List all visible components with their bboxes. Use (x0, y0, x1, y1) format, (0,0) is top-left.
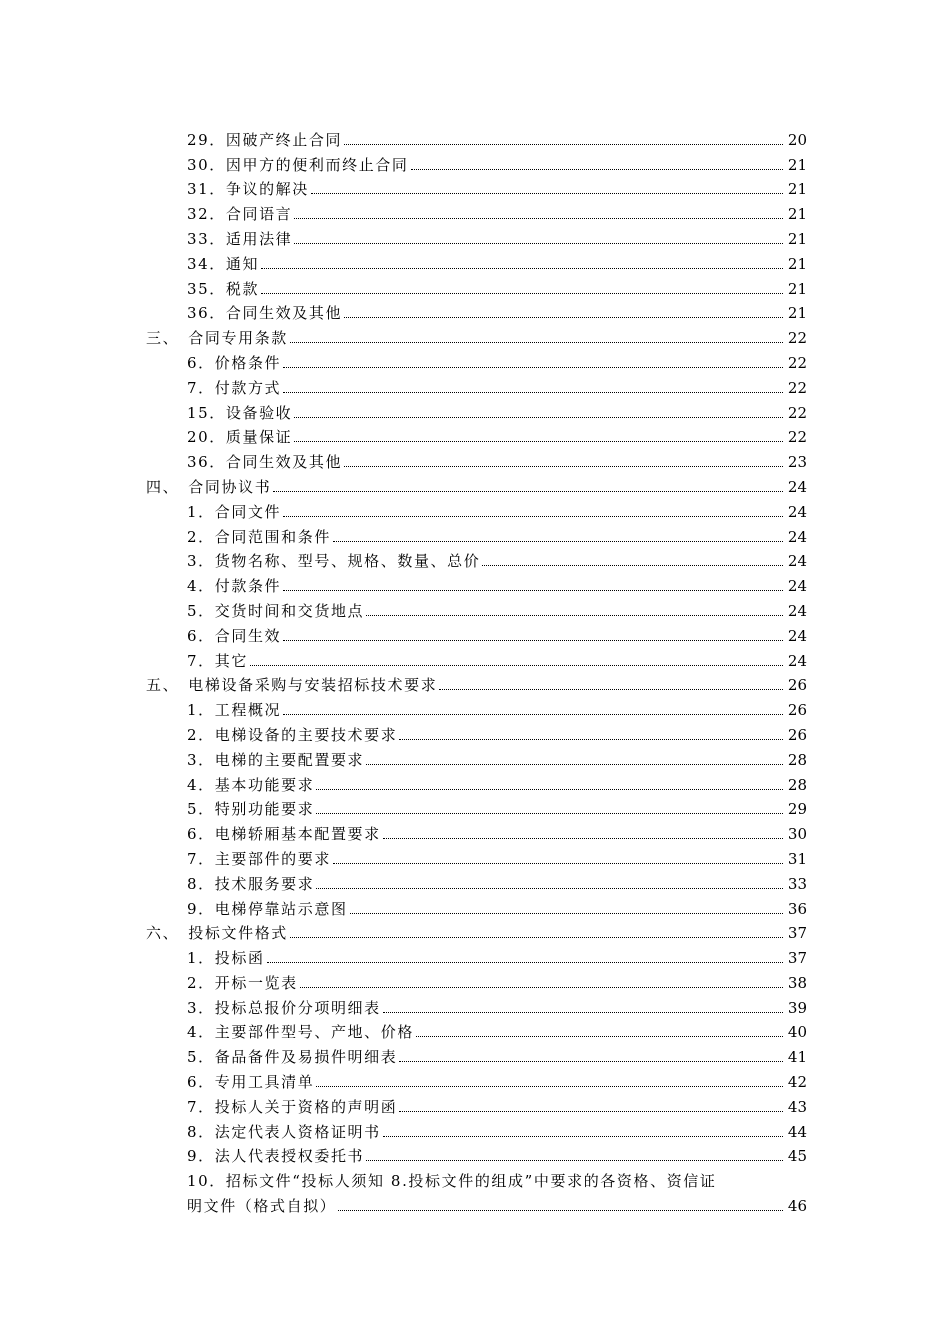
dot-leader (416, 1036, 783, 1037)
toc-page-number: 24 (787, 626, 807, 645)
toc-entry-label: 5．特别功能要求 (187, 800, 315, 819)
toc-page-number: 28 (787, 750, 807, 769)
toc-entry[interactable] (0, 347, 950, 372)
dot-leader (294, 218, 783, 219)
toc-section-entry[interactable] (0, 670, 950, 695)
toc-entry-label: 9．法人代表授权委托书 (187, 1147, 365, 1166)
dot-leader (316, 888, 783, 889)
dot-leader (350, 913, 783, 914)
dot-leader (294, 441, 783, 442)
toc-entry[interactable] (0, 595, 950, 620)
toc-entry-label: 35．税款 (187, 279, 260, 298)
toc-entry-label: 1．合同文件 (187, 502, 282, 521)
toc-page-number: 30 (787, 825, 807, 844)
toc-entry-label: 3．货物名称、型号、规格、数量、总价 (187, 552, 481, 571)
toc-entry-label: 三、 合同专用条款 (146, 329, 288, 348)
toc-entry-label: 31．争议的解决 (187, 180, 309, 199)
toc-entry-label: 7．其它 (187, 651, 248, 670)
toc-page-number: 24 (787, 527, 807, 546)
toc-entry[interactable] (0, 223, 950, 248)
toc-page-number: 28 (787, 775, 807, 794)
dot-leader (300, 987, 783, 988)
toc-entry-label: 4．基本功能要求 (187, 775, 315, 794)
toc-entry-label: 3．投标总报价分项明细表 (187, 998, 381, 1017)
toc-entry[interactable] (0, 694, 950, 719)
toc-entry[interactable] (0, 248, 950, 273)
table-of-contents (0, 124, 950, 1215)
dot-leader (261, 268, 783, 269)
toc-section-entry[interactable] (0, 471, 950, 496)
toc-entry[interactable] (0, 298, 950, 323)
dot-leader (283, 590, 783, 591)
toc-entry[interactable] (0, 422, 950, 447)
toc-entry[interactable] (0, 397, 950, 422)
dot-leader (283, 714, 783, 715)
toc-page-number: 24 (787, 477, 807, 496)
dot-leader (338, 1210, 783, 1211)
toc-entry[interactable] (0, 794, 950, 819)
toc-page-number: 24 (787, 552, 807, 571)
dot-leader (344, 466, 783, 467)
toc-entry-label: 3．电梯的主要配置要求 (187, 750, 365, 769)
toc-entry[interactable] (0, 868, 950, 893)
toc-entry-label: 6．电梯轿厢基本配置要求 (187, 825, 381, 844)
toc-entry-label: 36．合同生效及其他 (187, 304, 343, 323)
dot-leader (399, 739, 783, 740)
dot-leader (283, 367, 783, 368)
dot-leader (290, 342, 783, 343)
toc-entry-label: 33．适用法律 (187, 229, 293, 248)
toc-entry-label: 9．电梯停靠站示意图 (187, 899, 348, 918)
toc-entry[interactable] (0, 124, 950, 149)
dot-leader (482, 565, 783, 566)
dot-leader (344, 317, 783, 318)
toc-page-number: 44 (787, 1122, 807, 1141)
toc-section-entry[interactable] (0, 918, 950, 943)
dot-leader (366, 1160, 783, 1161)
toc-page-number: 24 (787, 651, 807, 670)
toc-entry-label: 36．合同生效及其他 (187, 453, 343, 472)
toc-entry[interactable] (0, 769, 950, 794)
toc-entry-label: 6．价格条件 (187, 353, 282, 372)
toc-entry-10-line1: 10．招标文件“投标人须知 8.投标文件的组成”中要求的各资格、资信证 (187, 1172, 717, 1191)
dot-leader (294, 243, 783, 244)
toc-entry-label: 2．电梯设备的主要技术要求 (187, 725, 398, 744)
toc-entry-label: 8．法定代表人资格证明书 (187, 1122, 381, 1141)
dot-leader (311, 193, 783, 194)
toc-entry-label: 2．开标一览表 (187, 973, 298, 992)
toc-page-number: 22 (787, 353, 807, 372)
toc-entry[interactable] (0, 620, 950, 645)
toc-entry[interactable] (0, 843, 950, 868)
toc-entry-label: 4．付款条件 (187, 577, 282, 596)
toc-page-number: 37 (787, 949, 807, 968)
toc-entry-label: 15．设备验收 (187, 403, 293, 422)
toc-entry[interactable] (0, 1066, 950, 1091)
toc-entry-label: 7．投标人关于资格的声明函 (187, 1097, 398, 1116)
dot-leader (316, 1086, 783, 1087)
dot-leader (333, 541, 783, 542)
toc-entry[interactable] (0, 967, 950, 992)
toc-page-number: 31 (787, 849, 807, 868)
toc-entry[interactable] (0, 446, 950, 471)
toc-entry[interactable] (0, 273, 950, 298)
toc-page-number: 20 (787, 130, 807, 149)
toc-entry-label: 7．主要部件的要求 (187, 849, 331, 868)
toc-section-entry[interactable] (0, 322, 950, 347)
toc-entry[interactable] (0, 1017, 950, 1042)
toc-entry-label: 7．付款方式 (187, 378, 282, 397)
toc-entry-label: 4．主要部件型号、产地、价格 (187, 1023, 414, 1042)
toc-entry-label: 2．合同范围和条件 (187, 527, 331, 546)
toc-page-number: 26 (787, 725, 807, 744)
dot-leader (294, 417, 783, 418)
toc-page-number: 21 (787, 304, 807, 323)
toc-page-number: 21 (787, 279, 807, 298)
toc-entry[interactable] (0, 893, 950, 918)
toc-entry[interactable] (0, 992, 950, 1017)
toc-entry[interactable] (0, 719, 950, 744)
toc-entry-label: 8．技术服务要求 (187, 874, 315, 893)
toc-page-number: 26 (787, 701, 807, 720)
toc-entry[interactable] (0, 942, 950, 967)
toc-page-number: 22 (787, 378, 807, 397)
dot-leader (250, 665, 783, 666)
toc-entry-label: 34．通知 (187, 254, 260, 273)
toc-entry[interactable] (0, 521, 950, 546)
dot-leader (273, 491, 783, 492)
toc-page-number: 33 (787, 874, 807, 893)
toc-entry-label: 20．质量保证 (187, 428, 293, 447)
toc-page-number: 40 (787, 1023, 807, 1042)
toc-page-number: 38 (787, 973, 807, 992)
toc-page-number: 29 (787, 800, 807, 819)
dot-leader (411, 169, 784, 170)
dot-leader (439, 689, 783, 690)
toc-entry-label: 1．投标函 (187, 949, 265, 968)
toc-entry-label: 1．工程概况 (187, 701, 282, 720)
toc-entry[interactable] (0, 1116, 950, 1141)
toc-entry[interactable] (0, 198, 950, 223)
dot-leader (333, 863, 783, 864)
toc-entry-10-line2[interactable] (0, 1190, 950, 1215)
dot-leader (267, 962, 783, 963)
toc-entry[interactable] (0, 546, 950, 571)
toc-page-number: 24 (787, 502, 807, 521)
toc-page-number: 22 (787, 428, 807, 447)
dot-leader (366, 764, 783, 765)
dot-leader (383, 1136, 783, 1137)
toc-entry[interactable] (0, 1041, 950, 1066)
toc-entry-label: 30．因甲方的便利而终止合同 (187, 155, 409, 174)
toc-entry-label: 6．合同生效 (187, 626, 282, 645)
toc-page-number: 22 (787, 403, 807, 422)
toc-page-number: 26 (787, 676, 807, 695)
dot-leader (283, 640, 783, 641)
toc-page-number: 42 (787, 1073, 807, 1092)
toc-entry[interactable] (0, 744, 950, 769)
toc-entry[interactable] (0, 570, 950, 595)
toc-entry-label: 29．因破产终止合同 (187, 130, 343, 149)
toc-entry-label: 六、 投标文件格式 (146, 924, 288, 943)
toc-page-number: 39 (787, 998, 807, 1017)
toc-page-number: 36 (787, 899, 807, 918)
toc-page-number: 21 (787, 205, 807, 224)
dot-leader (283, 392, 783, 393)
dot-leader (261, 293, 783, 294)
dot-leader (399, 1061, 783, 1062)
toc-entry[interactable] (0, 174, 950, 199)
toc-page-number: 21 (787, 229, 807, 248)
toc-page-number: 43 (787, 1097, 807, 1116)
toc-page-number: 45 (787, 1147, 807, 1166)
toc-entry[interactable] (0, 1091, 950, 1116)
toc-entry-label: 明文件（格式自拟） (187, 1197, 337, 1216)
dot-leader (283, 516, 783, 517)
dot-leader (316, 813, 783, 814)
toc-entry-label: 五、 电梯设备采购与安装招标技术要求 (146, 676, 438, 695)
toc-entry-label: 5．交货时间和交货地点 (187, 601, 365, 620)
dot-leader (399, 1111, 783, 1112)
dot-leader (316, 789, 783, 790)
toc-entry[interactable] (0, 818, 950, 843)
toc-page-number: 21 (787, 180, 807, 199)
dot-leader (344, 144, 783, 145)
toc-entry[interactable] (0, 149, 950, 174)
toc-page-number: 24 (787, 577, 807, 596)
toc-page-number: 21 (787, 254, 807, 273)
dot-leader (290, 937, 783, 938)
toc-entry-label: 四、 合同协议书 (146, 477, 272, 496)
toc-entry[interactable] (0, 372, 950, 397)
toc-entry-label: 5．备品备件及易损件明细表 (187, 1048, 398, 1067)
toc-page-number: 22 (787, 329, 807, 348)
toc-entry[interactable] (0, 496, 950, 521)
toc-page-number: 46 (787, 1197, 807, 1216)
toc-page-number: 37 (787, 924, 807, 943)
toc-entry[interactable] (0, 1141, 950, 1166)
toc-page-number: 24 (787, 601, 807, 620)
toc-entry-label: 32．合同语言 (187, 205, 293, 224)
toc-entry-label: 6．专用工具清单 (187, 1073, 315, 1092)
dot-leader (366, 615, 783, 616)
toc-page-number: 21 (787, 155, 807, 174)
toc-page-number: 23 (787, 453, 807, 472)
toc-entry[interactable] (0, 645, 950, 670)
dot-leader (383, 838, 783, 839)
dot-leader (383, 1012, 783, 1013)
toc-page-number: 41 (787, 1048, 807, 1067)
